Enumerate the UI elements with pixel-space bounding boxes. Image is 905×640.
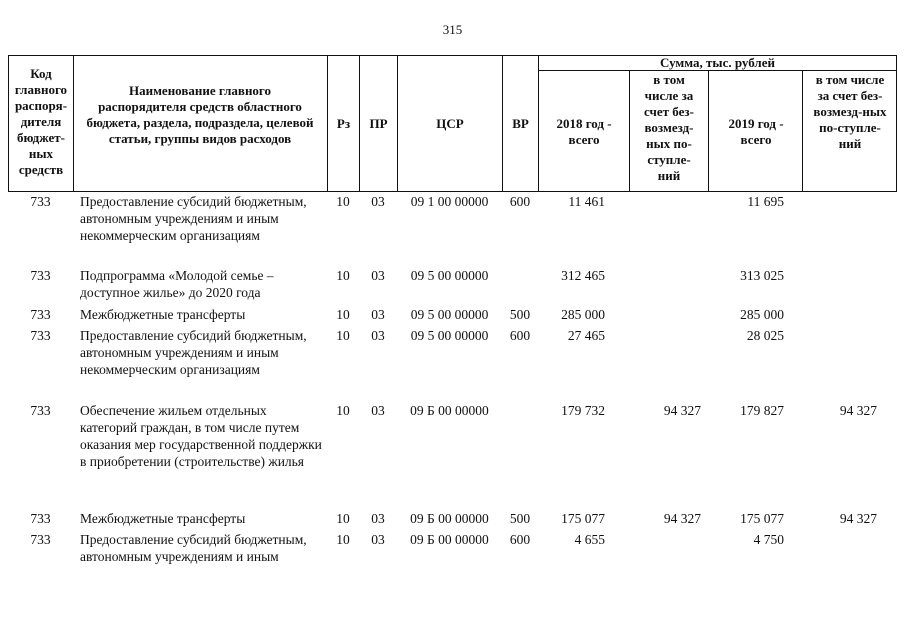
cell-csr: 09 5 00 00000 [410, 268, 489, 283]
cell-2019-total: 179 827 [740, 403, 784, 418]
cell-rz: 10 [336, 511, 350, 526]
cell-2018-free: 94 327 [663, 511, 701, 526]
header-sum: Сумма, тыс. рублей [660, 55, 775, 70]
cell-rz: 10 [336, 532, 350, 547]
cell-pr: 03 [371, 511, 385, 526]
cell-2019-total: 11 695 [747, 194, 784, 209]
cell-2019-total: 285 000 [740, 307, 784, 322]
cell-2018-total: 175 077 [561, 511, 605, 526]
cell-vr: 500 [509, 307, 531, 322]
cell-rz: 10 [336, 307, 350, 322]
cell-rz: 10 [336, 268, 350, 283]
page-number: 315 [442, 22, 463, 37]
cell-2019-total: 175 077 [740, 511, 784, 526]
cell-rz: 10 [336, 403, 350, 418]
header-pr: ПР [369, 116, 388, 131]
cell-rz: 10 [336, 194, 350, 209]
cell-vr: 600 [509, 328, 531, 343]
cell-name: Межбюджетные трансферты [80, 307, 246, 322]
header-2019-free: в том числе за счет без-возмезд-ных по-ступле-ний [813, 72, 887, 151]
cell-pr: 03 [371, 328, 385, 343]
cell-2019-free: 94 327 [839, 403, 877, 418]
cell-csr: 09 5 00 00000 [410, 328, 489, 343]
cell-name: Подпрограмма «Молодой семье – доступное жилье» до 2020 года [80, 268, 274, 300]
header-name: Наименование главного распорядителя средств областного бюджета, раздела, подраздела, целевой статьи, группы видов расходов [86, 83, 314, 146]
cell-rz: 10 [336, 328, 350, 343]
cell-pr: 03 [371, 268, 385, 283]
cell-vr: 600 [509, 194, 531, 209]
cell-2018-free: 94 327 [663, 403, 701, 418]
cell-code: 733 [30, 532, 51, 547]
cell-name: Обеспечение жильем отдельных категорий граждан, в том числе путем оказания мер государственной поддержки в приобретении (строительстве) жилья [80, 403, 322, 469]
cell-2018-total: 312 465 [561, 268, 605, 283]
header-rz: Рз [336, 116, 351, 131]
divider [629, 70, 630, 191]
cell-csr: 09 Б 00 00000 [410, 403, 489, 418]
cell-name: Межбюджетные трансферты [80, 511, 246, 526]
cell-2019-free: 94 327 [839, 511, 877, 526]
divider [8, 55, 9, 191]
cell-2018-total: 4 655 [574, 532, 605, 547]
cell-vr: 500 [509, 511, 531, 526]
cell-2019-total: 4 750 [753, 532, 784, 547]
header-bottom-rule [8, 191, 897, 192]
cell-name: Предоставление субсидий бюджетным, автономным учреждениям и иным [80, 532, 307, 564]
header-code: Код главного распоря-дителя бюджет-ных средств [14, 66, 68, 177]
header-2018-free: в том числе за счет без-возмезд-ных по-ступле-ний [644, 72, 694, 183]
cell-2018-total: 27 465 [567, 328, 605, 343]
header-vr: ВР [512, 116, 529, 131]
cell-name: Предоставление субсидий бюджетным, автономным учреждениям и иным некоммерческим организациям [80, 194, 307, 243]
cell-name: Предоставление субсидий бюджетным, автономным учреждениям и иным некоммерческим организациям [80, 328, 307, 377]
cell-pr: 03 [371, 403, 385, 418]
cell-2019-total: 313 025 [740, 268, 784, 283]
cell-csr: 09 5 00 00000 [410, 307, 489, 322]
cell-code: 733 [30, 307, 51, 322]
cell-code: 733 [30, 194, 51, 209]
cell-csr: 09 1 00 00000 [410, 194, 489, 209]
divider [802, 70, 803, 191]
cell-pr: 03 [371, 307, 385, 322]
cell-code: 733 [30, 328, 51, 343]
cell-code: 733 [30, 403, 51, 418]
header-2019-total: 2019 год - всего [728, 116, 784, 147]
divider [73, 55, 74, 191]
cell-csr: 09 Б 00 00000 [410, 511, 489, 526]
cell-code: 733 [30, 268, 51, 283]
cell-2018-total: 179 732 [561, 403, 605, 418]
cell-vr: 600 [509, 532, 531, 547]
header-csr: ЦСР [436, 116, 464, 131]
cell-2018-total: 285 000 [561, 307, 605, 322]
cell-2018-total: 11 461 [568, 194, 605, 209]
header-2018-total: 2018 год - всего [556, 116, 612, 147]
cell-pr: 03 [371, 194, 385, 209]
cell-csr: 09 Б 00 00000 [410, 532, 489, 547]
divider [538, 55, 539, 191]
divider [896, 55, 897, 191]
divider [708, 70, 709, 191]
cell-pr: 03 [371, 532, 385, 547]
cell-code: 733 [30, 511, 51, 526]
cell-2019-total: 28 025 [746, 328, 784, 343]
